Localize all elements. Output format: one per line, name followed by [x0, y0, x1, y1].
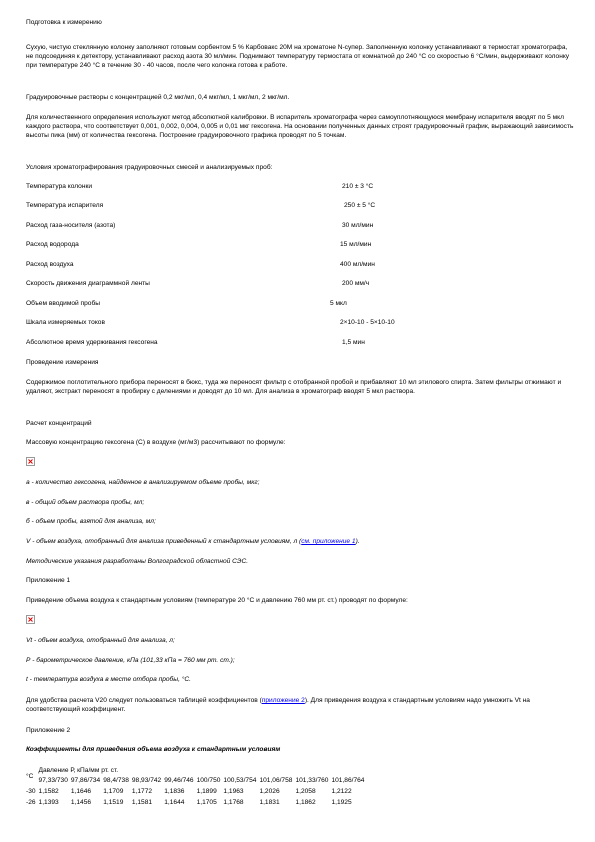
coefficient-cell: 1,1768	[223, 799, 244, 806]
coefficient-cell: 1,2026	[259, 788, 280, 795]
measurement-paragraph: Содержимое поглотительного прибора переносят в бюкс, туда же переносят фильтр с отобранной пробой и прибавляют 10 мл этилового спирта. Затем фильтры отжимают и удаляют, экстракт переносят в пробирку с делениями и доводят до 10 мл. Для анализа в хроматограф вводят 5 мкл раствора.	[26, 379, 562, 395]
temperature-cell: -30	[26, 788, 36, 795]
coefficient-cell: 1,1519	[103, 799, 124, 806]
credit-line: Методические указания разработаны Волгоградской областной СЭС.	[26, 558, 249, 565]
condition-value: 400 мл/мин	[340, 261, 375, 268]
coefficient-cell: 1,1644	[164, 799, 185, 806]
condition-row	[26, 319, 574, 328]
coefficient-cell: 1,1581	[131, 799, 153, 806]
coefficient-cell: 1,1831	[259, 799, 280, 806]
condition-label: Расход воздуха	[26, 261, 74, 268]
condition-value: 5 мкл	[330, 300, 347, 307]
coefficient-cell: 1,1393	[38, 799, 59, 806]
coefficient-cell: 1,1925	[331, 799, 352, 806]
column-header: 97,86/734	[70, 777, 101, 784]
measurement-heading: Проведение измерения	[26, 359, 99, 366]
column-header: 98,93/742	[131, 777, 162, 784]
coefficient-cell: 1,1963	[223, 788, 244, 795]
coefficient-cell: 1,2058	[295, 788, 316, 795]
definition-t: t - температура воздуха в месте отбора пробы, °С.	[26, 676, 192, 683]
coefficient-cell: 1,1705	[196, 799, 217, 806]
column-header: 97,33/730	[38, 777, 68, 784]
table-header-row	[26, 766, 367, 775]
condition-label: Объем вводимой пробы	[26, 300, 100, 307]
column-header: 100,53/754	[223, 777, 257, 784]
coefficients-table	[26, 766, 367, 808]
condition-row	[26, 222, 574, 231]
column-header: 98,4/738	[103, 777, 129, 784]
calibration-paragraph: Градуировочные растворы с концентрацией 0,2 мкг/мл, 0,4 мкг/мл, 1 мкг/мл, 2 мкг/мл.	[26, 94, 290, 101]
conditions-heading: Условия хроматографирования градуировочных смесей и анализируемых проб:	[26, 164, 273, 171]
pressure-label: Давление Р, кПа/мм рт. ст.	[38, 767, 119, 774]
definition-V: V - объем воздуха, отобранный для анализа приведенный к стандартным условиям, л (см. приложение 1).	[26, 538, 360, 545]
calculation-heading: Расчет концентраций	[26, 420, 92, 427]
condition-label: Температура испарителя	[26, 202, 104, 209]
coefficient-cell: 1,1772	[131, 788, 153, 795]
coefficient-cell: 1,1646	[70, 788, 92, 795]
definition-p: Р - барометрическое давление, кПа (101,33 кПа = 760 мм рт. ст.);	[26, 657, 235, 664]
condition-row	[26, 300, 574, 309]
condition-label: Расход газа-носителя (азота)	[26, 222, 116, 229]
column-header: 101,86/764	[331, 777, 365, 784]
condition-row	[26, 183, 574, 192]
definition-b: б - объем пробы, взятой для анализа, мл;	[26, 518, 156, 525]
definition-vt: Vt - объем воздуха, отобранный для анализа, л;	[26, 637, 175, 644]
column-header: 101,06/758	[259, 777, 293, 784]
condition-label: Шкала измеряемых токов	[26, 319, 105, 326]
appendix-2-link[interactable]: приложение 2	[261, 697, 305, 704]
method-paragraph: Для количественного определения используют метод абсолютной калибровки. В испаритель хроматографа через самоуплотняющуюся мембрану испарителя вводят по 5 мкл каждого раствора, что соответствует 0,001, 0,002, 0,004, 0,005 и 0,01 мкг гексогена. На основании полученных данных строят градуировочный график, выражающий зависимость высоты пика (мм) от количества гексогена. Построение градуировочного графика проводят по 5 точкам.	[26, 114, 574, 139]
broken-image-icon	[26, 615, 35, 624]
column-header: 100/750	[196, 777, 221, 784]
table-row	[26, 797, 367, 808]
condition-value: 1,5 мин	[342, 339, 365, 346]
condition-row	[26, 261, 574, 270]
appendix-2-title: Коэффициенты для приведения объема воздуха к стандартным условиям	[26, 746, 281, 753]
table-columns-row	[26, 775, 367, 786]
condition-row	[26, 241, 574, 250]
coefficient-cell: 1,1899	[196, 788, 217, 795]
column-header: 99,46/746	[164, 777, 194, 784]
condition-value: 30 мл/мин	[342, 222, 374, 229]
broken-image-icon	[26, 457, 35, 466]
table-row	[26, 786, 367, 797]
coefficient-cell: 1,1582	[38, 788, 59, 795]
condition-value: 210 ± 3 °С	[342, 183, 374, 190]
coefficient-cell: 1,1456	[70, 799, 92, 806]
coefficient-cell: 1,1709	[103, 788, 124, 795]
appendix-1-link[interactable]: см. приложение 1	[301, 538, 356, 545]
appendix-1-intro: Приведение объема воздуха к стандартным условиям (температуре 20 °С и давлению 760 мм рт. ст.) проводят по формуле:	[26, 597, 408, 604]
prep-heading: Подготовка к измерению	[26, 19, 102, 26]
condition-label: Температура колонки	[26, 183, 93, 190]
definition-a: а - количество гексогена, найденное в анализируемом объеме пробы, мкг;	[26, 479, 260, 486]
appendix-2-heading: Приложение 2	[26, 727, 71, 734]
condition-label: Абсолютное время удерживания гексогена	[26, 339, 158, 346]
column-header: 101,33/760	[295, 777, 329, 784]
temperature-cell: -26	[26, 799, 36, 806]
coefficient-cell: 1,1836	[164, 788, 185, 795]
condition-row	[26, 339, 574, 348]
appendix-1-heading: Приложение 1	[26, 577, 71, 584]
table-corner-cell: °С	[26, 772, 34, 780]
condition-value: 2×10-10 - 5×10-10	[340, 319, 395, 326]
condition-label: Расход водорода	[26, 241, 79, 248]
condition-row	[26, 280, 574, 289]
definition-v: в - общий объем раствора пробы, мл;	[26, 499, 145, 506]
coefficient-cell: 1,1862	[295, 799, 316, 806]
formula-intro: Массовую концентрацию гексогена (С) в воздухе (мг/м3) рассчитывают по формуле:	[26, 439, 286, 446]
condition-value: 250 ± 5 °С	[344, 202, 376, 209]
condition-value: 200 мм/ч	[342, 280, 370, 287]
condition-label: Скорость движения диаграммной ленты	[26, 280, 150, 287]
condition-value: 15 мл/мин	[340, 241, 372, 248]
appendix-1-note: Для удобства расчета V20 следует пользоваться таблицей коэффициентов (приложение 2). Для приведения воздуха к стандартным условиям надо умножить Vt на соответствующий коэффициент.	[26, 697, 530, 713]
coefficient-cell: 1,2122	[331, 788, 352, 795]
condition-row	[26, 202, 574, 211]
prep-paragraph: Сухую, чистую стеклянную колонку заполняют готовым сорбентом 5 % Карбовакс 20М на хроматоне N-супер. Заполненную колонку устанавливают в термостат хроматографа, не подсоединяя к детектору, устанавливают расход азота 30 мл/мин. Поднимают температуру термостата от комнатной до 240 °С со скоростью 6 °С/мин, выдерживают колонку при температуре 240 °С в течение 30 - 40 часов, после чего колонка готова к работе.	[26, 44, 570, 69]
